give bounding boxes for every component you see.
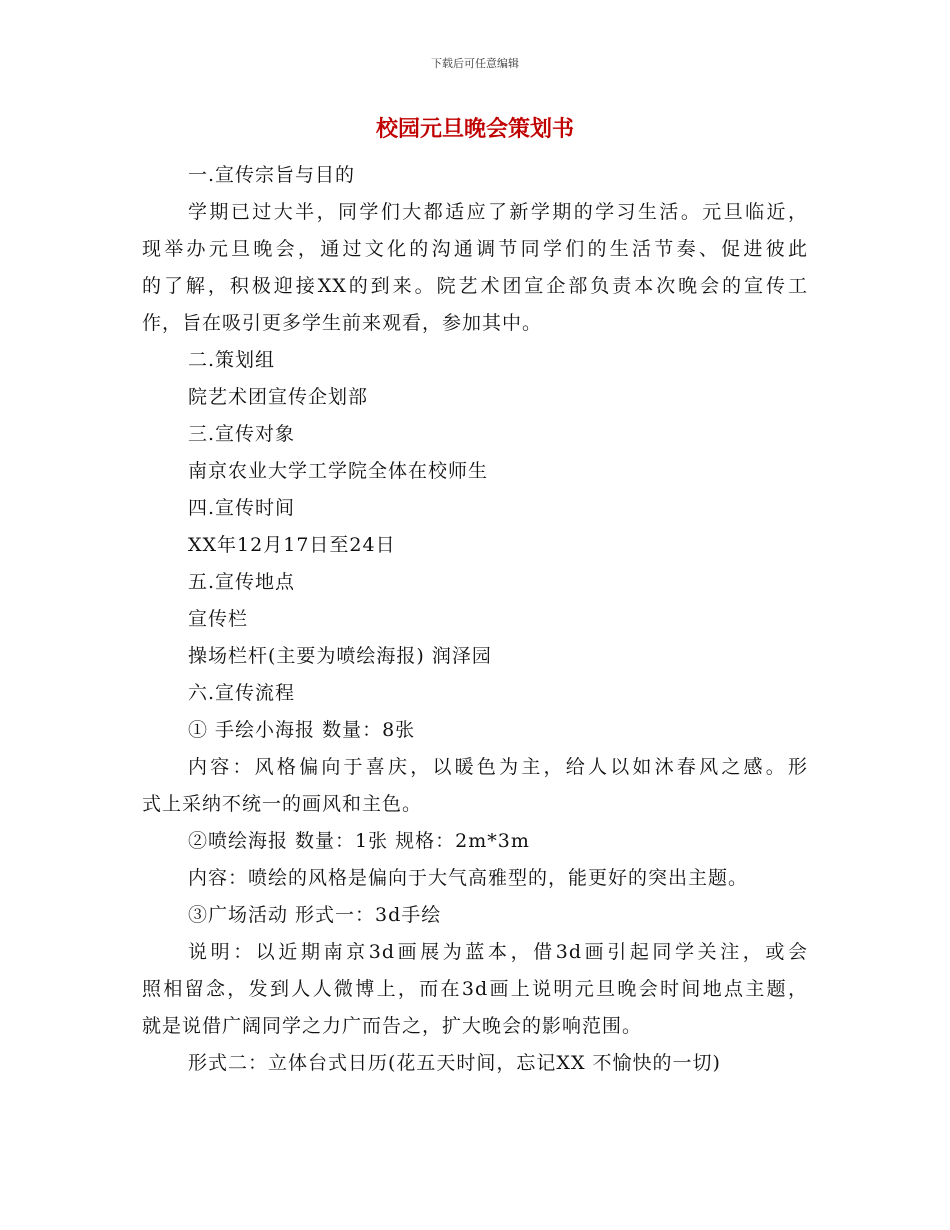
paragraph-line: 内容：风格偏向于喜庆，以暖色为主，给人以如沐春风之感。形: [188, 756, 808, 778]
paragraph-line: 四.宣传时间: [188, 497, 296, 519]
paragraph-line: 说明：以近期南京3d画展为蓝本，借3d画引起同学关注，或会: [188, 941, 808, 963]
paragraph-line: ① 手绘小海报 数量：8张: [188, 719, 416, 741]
paragraph-line: 内容：喷绘的风格是偏向于大气高雅型的，能更好的突出主题。: [188, 867, 749, 889]
paragraph-line: 就是说借广阔同学之力广而告之，扩大晚会的影响范围。: [142, 1015, 643, 1037]
paragraph-line: 院艺术团宣传企划部: [188, 386, 369, 408]
header-note: 下载后可任意编辑: [431, 57, 519, 70]
paragraph-line: 的了解，积极迎接XX的到来。院艺术团宣企部负责本次晚会的宣传工: [142, 275, 808, 297]
paragraph-line: 作，旨在吸引更多学生前来观看，参加其中。: [142, 312, 543, 334]
document-body: [142, 157, 808, 1082]
paragraph-line: 宣传栏: [188, 608, 249, 630]
paragraph-line: 式上采纳不统一的画风和主色。: [142, 793, 423, 815]
paragraph-line: XX年12月17日至24日: [188, 534, 396, 556]
paragraph-line: 二.策划组: [188, 349, 276, 371]
paragraph-line: ③广场活动 形式一：3d手绘: [188, 904, 442, 926]
paragraph-line: 形式二：立体台式日历(花五天时间，忘记XX 不愉快的一切): [188, 1052, 721, 1074]
paragraph-line: 五.宣传地点: [188, 571, 296, 593]
paragraph-line: ②喷绘海报 数量：1张 规格：2m*3m: [188, 830, 530, 852]
paragraph-line: 六.宣传流程: [188, 682, 296, 704]
paragraph-line: 南京农业大学工学院全体在校师生: [188, 460, 489, 482]
paragraph-line: 操场栏杆(主要为喷绘海报) 润泽园: [188, 645, 492, 667]
paragraph-line: 三.宣传对象: [188, 423, 296, 445]
document-title: 校园元旦晚会策划书: [375, 117, 574, 142]
paragraph-line: 现举办元旦晚会，通过文化的沟通调节同学们的生活节奏、促进彼此: [142, 238, 808, 260]
paragraph-line: 一.宣传宗旨与目的: [188, 164, 356, 186]
paragraph-line: 学期已过大半，同学们大都适应了新学期的学习生活。元旦临近，: [188, 201, 808, 223]
paragraph-line: 照相留念，发到人人微博上，而在3d画上说明元旦晚会时间地点主题，: [142, 978, 808, 1000]
